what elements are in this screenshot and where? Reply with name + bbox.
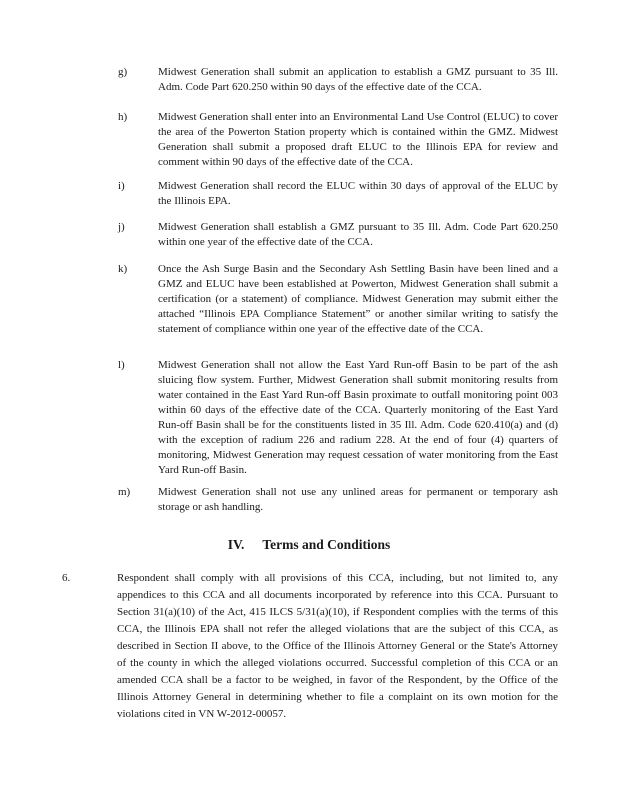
list-item bbox=[118, 179, 558, 209]
item-label: i) bbox=[118, 180, 125, 192]
paragraph-label: 6. bbox=[62, 572, 71, 584]
item-label: j) bbox=[118, 221, 125, 233]
item-text: Midwest Generation shall record the ELUC within 30 days of approval of the ELUC by the Illinois EPA. bbox=[158, 180, 558, 207]
item-text: Midwest Generation shall submit an application to establish a GMZ pursuant to 35 Ill. Adm. Code Part 620.250 within 90 days of the effective date of the CCA. bbox=[158, 66, 558, 93]
item-label: m) bbox=[118, 486, 131, 498]
section-number: IV. bbox=[227, 537, 245, 552]
section-heading bbox=[0, 537, 618, 553]
numbered-paragraph bbox=[62, 570, 558, 723]
item-text: Midwest Generation shall establish a GMZ pursuant to 35 Ill. Adm. Code Part 620.250 within one year of the effective date of the CCA. bbox=[158, 221, 558, 248]
item-text: Once the Ash Surge Basin and the Secondary Ash Settling Basin have been lined and a GMZ and ELUC have been established at Powerton, Midwest Generation shall submit a certification (or a statement) of compliance. Midwest Generation may submit either the attached “Illinois EPA Compliance Statement” or another similar writing to satisfy the statement of compliance within one year of the effective date of the CCA. bbox=[158, 263, 558, 335]
item-text: Midwest Generation shall not allow the East Yard Run-off Basin to be part of the ash sluicing flow system. Further, Midwest Generation shall submit monitoring results from water contained in the East Yard Run-off Basin proximate to outfall monitoring point 003 within 60 days of the effective date of the CCA. Quarterly monitoring of the East Yard Run-off Basin shall be for the constituents listed in 35 Ill. Adm. Code 620.410(a) and (d) with the exception of radium 226 and radium 228. At the end of four (4) quarters of monitoring, Midwest Generation may request cessation of water monitoring from the East Yard Run-off Basin. bbox=[158, 359, 558, 476]
list-item bbox=[118, 262, 558, 337]
item-label: g) bbox=[118, 66, 128, 78]
item-label: h) bbox=[118, 111, 128, 123]
list-item bbox=[118, 110, 558, 170]
list-item bbox=[118, 65, 558, 95]
list-item bbox=[118, 220, 558, 250]
item-text: Midwest Generation shall enter into an Environmental Land Use Control (ELUC) to cover the area of the Powerton Station property which is contained within the GMZ. Midwest Generation shall submit a proposed draft ELUC to the Illinois EPA for review and comment within 90 days of the effective date of the CCA. bbox=[158, 111, 558, 168]
item-label: k) bbox=[118, 263, 128, 275]
item-text: Midwest Generation shall not use any unlined areas for permanent or temporary ash storage or ash handling. bbox=[158, 486, 558, 513]
list-item bbox=[118, 358, 558, 478]
paragraph-text: Respondent shall comply with all provisions of this CCA, including, but not limited to, any appendices to this CCA and all documents incorporated by reference into this CCA. Pursuant to Section 31(a)(10) of the Act, 415 ILCS 5/31(a)(10), if Respondent complies with the terms of this CCA, the Illinois EPA shall not refer the alleged violations that are the subject of this CCA, as described in Section II above, to the Office of the Illinois Attorney General or the State's Attorney of the county in which the alleged violations occurred. Successful completion of this CCA or an amended CCA shall be a factor to be weighed, in favor of the Respondent, by the Office of the Illinois Attorney General in determining whether to file a complaint on its own motion for the violations cited in VN W-2012-00057. bbox=[117, 572, 558, 720]
item-label: l) bbox=[118, 359, 125, 371]
list-item bbox=[118, 485, 558, 515]
section-title: Terms and Conditions bbox=[262, 537, 391, 552]
